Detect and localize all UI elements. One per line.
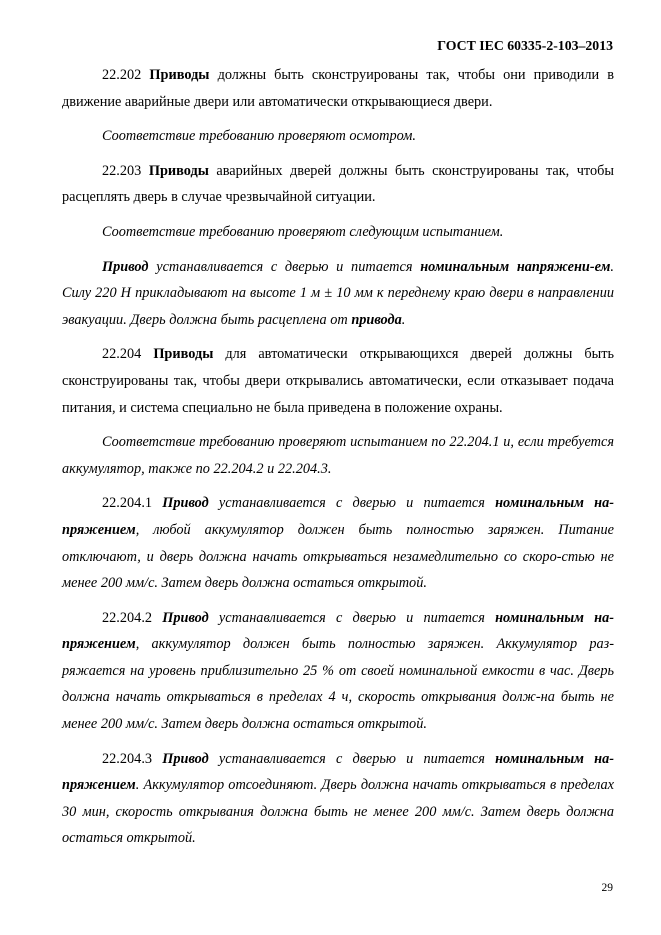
term-bold: номинальным напряжени-ем: [420, 258, 611, 275]
term-bold: Привод: [162, 609, 209, 626]
compliance-note-test: Соответствие требованию проверяют следующим испытанием.: [102, 223, 504, 240]
compliance-note-inspection: Соответствие требованию проверяют осмотром.: [102, 128, 416, 145]
term-bold: Привод: [162, 495, 209, 512]
clause-number: 22.204: [102, 346, 154, 363]
term-bold: Приводы: [153, 346, 214, 363]
paragraph-22-204-1: [62, 490, 614, 596]
paragraph-22-204: [62, 341, 614, 421]
clause-number: 22.202: [102, 67, 150, 83]
term-bold: номинальным на-пряжением: [62, 495, 614, 538]
paragraph-text: устанавливается с дверью и питается: [148, 258, 421, 275]
term-bold: номинальным на-пряжением: [62, 609, 614, 653]
paragraph-text: , любой аккумулятор должен быть полностью заряжен. Питание отключают, и дверь должна начать открываться незамедлительно со скоро-стью не менее 200 мм/с. Затем дверь должна остаться открытой.: [62, 521, 614, 592]
clause-number: 22.203: [102, 162, 149, 179]
paragraph-22-204-3: [62, 746, 614, 852]
term-bold: Привод: [102, 258, 149, 275]
standard-header: ГОСТ IEC 60335-2-103–2013: [437, 38, 613, 53]
clause-number: 22.204.1: [102, 495, 163, 512]
paragraph-text: для автоматически открывающихся дверей должны быть сконструированы так, чтобы двери открывались автоматически, если отказывает подача питания, и система специально не была приведена в положение охраны.: [62, 346, 615, 416]
compliance-note-22-204: Соответствие требованию проверяют испытанием по 22.204.1 и, если требуется аккумулятор, также по 22.204.2 и 22.204.3.: [62, 434, 614, 477]
document-body: [62, 62, 614, 860]
paragraph-text: .: [401, 311, 406, 328]
paragraph-text: . Силу 220 Н прикладывают на высоте 1 м ± 10 мм к переднему краю двери в направлении эвакуации. Дверь должна быть расцеплена от: [62, 258, 614, 328]
clause-number: 22.204.2: [102, 609, 163, 626]
paragraph-text: устанавливается с дверью и питается: [208, 750, 496, 767]
paragraph-text: , аккумулятор должен быть полностью заряжен. Аккумулятор раз-ряжается на уровень приблизительно 25 % от своей номинальной емкости в час. Дверь должна начать открываться в пределах 4 ч, скорость открывания долж-на быть не менее 200 мм/с. Затем дверь должна остаться открытой.: [62, 636, 614, 733]
term-bold: привода: [351, 311, 402, 328]
paragraph-text: . Аккумулятор отсоединяют. Дверь должна начать открываться в пределах 30 мин, скорость открывания должна быть не менее 200 мм/с. Затем дверь должна остаться открытой.: [62, 777, 614, 847]
paragraph-text: должны быть сконструированы так, чтобы они приводили в движение аварийные двери или автоматически открывающиеся двери.: [62, 67, 614, 110]
page-number: 29: [601, 882, 613, 894]
term-bold: Привод: [162, 750, 209, 767]
test-procedure-22-203: [62, 254, 614, 334]
term-bold: номинальным на-пряжением: [62, 750, 614, 794]
clause-number: 22.204.3: [102, 750, 163, 767]
term-bold: Приводы: [149, 67, 210, 83]
paragraph-text: аварийных дверей должны быть сконструированы так, чтобы расцеплять дверь в случае чрезвычайной ситуации.: [62, 162, 615, 206]
term-bold: Приводы: [148, 162, 209, 179]
paragraph-22-203: [62, 158, 614, 211]
paragraph-22-204-2: [62, 605, 614, 738]
paragraph-22-202: [62, 62, 614, 115]
paragraph-text: устанавливается с дверью и питается: [208, 609, 496, 626]
paragraph-text: устанавливается с дверью и питается: [208, 495, 496, 512]
